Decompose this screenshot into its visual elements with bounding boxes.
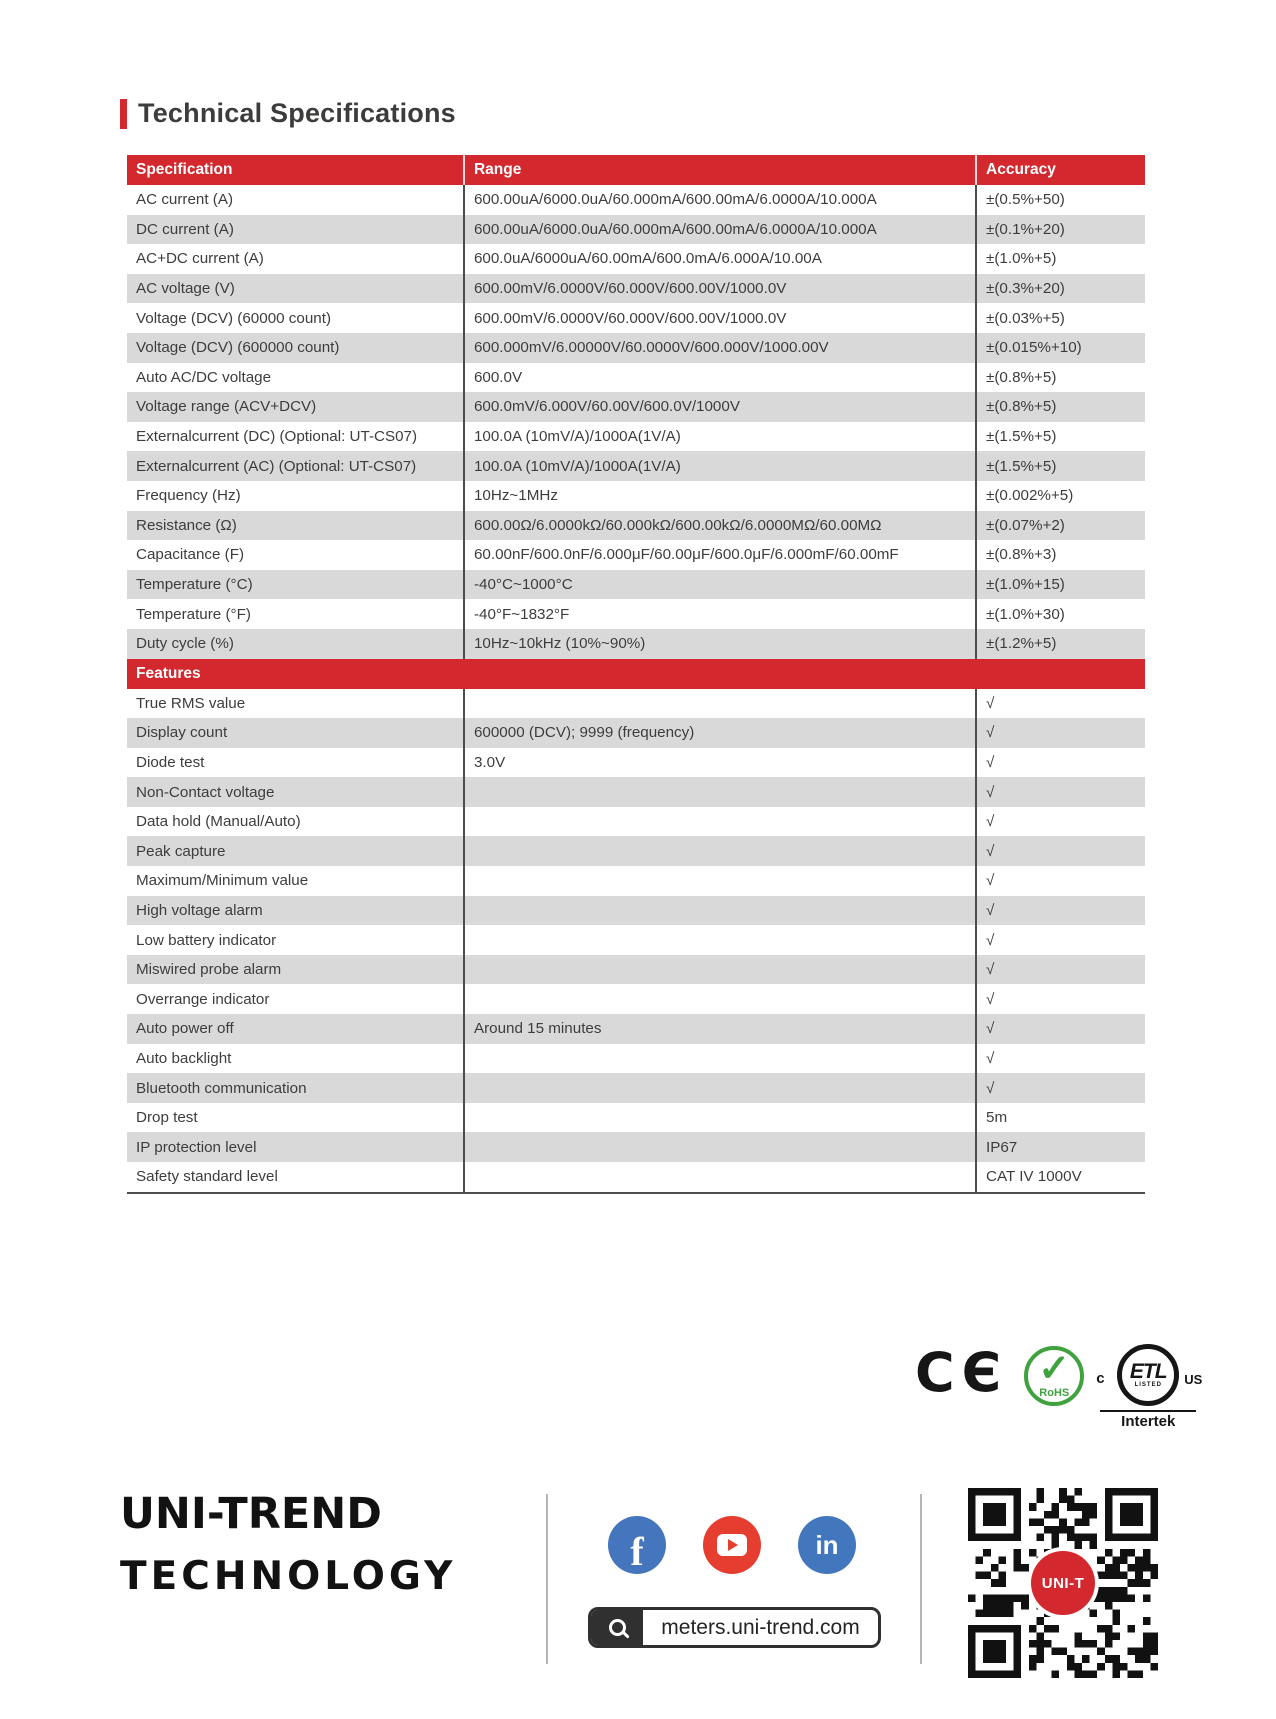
spec-range-cell: 600.00uA/6000.0uA/60.000mA/600.00mA/6.0000A/10.000A: [465, 185, 977, 215]
feature-check-cell: CAT IV 1000V: [986, 1168, 1082, 1186]
etl-c-label: c: [1096, 1370, 1105, 1387]
spec-table: [127, 155, 1145, 1194]
spec-range-cell: -40°F~1832°F: [465, 599, 977, 629]
feature-value-cell: [465, 1132, 977, 1162]
website-url: meters.uni-trend.com: [661, 1615, 860, 1639]
feature-name-cell: Diode test: [127, 748, 465, 778]
feature-value-cell: [465, 955, 977, 985]
feature-check-cell: √: [986, 724, 995, 742]
etl-us-label: US: [1184, 1372, 1203, 1387]
spec-accuracy-cell: ±(0.015%+10): [986, 339, 1082, 357]
features-section-title: Features: [136, 664, 201, 682]
feature-value-cell: [465, 777, 977, 807]
spec-name-cell: Temperature (°F): [127, 599, 465, 629]
spec-name-cell: Externalcurrent (AC) (Optional: UT-CS07): [127, 451, 465, 481]
table-row: [127, 363, 1145, 393]
table-row: [127, 422, 1145, 452]
feature-value-cell: [465, 925, 977, 955]
spec-name-cell: Voltage range (ACV+DCV): [127, 392, 465, 422]
table-row: [127, 215, 1145, 245]
feature-name-cell: Low battery indicator: [127, 925, 465, 955]
spec-accuracy-cell: ±(0.8%+5): [986, 398, 1057, 416]
feature-check-cell: √: [986, 961, 995, 979]
feature-check-cell: √: [986, 694, 995, 712]
spec-range-cell: -40°C~1000°C: [465, 570, 977, 600]
feature-value-cell: [465, 1073, 977, 1103]
spec-table-header: [127, 155, 1145, 185]
feature-name-cell: Bluetooth communication: [127, 1073, 465, 1103]
spec-accuracy-cell: ±(1.5%+5): [986, 428, 1057, 446]
spec-range-cell: 600.00mV/6.0000V/60.000V/600.00V/1000.0V: [465, 303, 977, 333]
table-row: [127, 1162, 1145, 1192]
feature-check-cell: √: [986, 783, 995, 801]
table-row: [127, 185, 1145, 215]
spec-range-cell: 600.000mV/6.00000V/60.0000V/600.000V/1000.00V: [465, 333, 977, 363]
spec-name-cell: AC current (A): [127, 185, 465, 215]
feature-name-cell: True RMS value: [127, 689, 465, 719]
qr-center-logo: UNI-T: [1031, 1551, 1095, 1615]
rohs-check-icon: ✓: [1038, 1348, 1071, 1390]
feature-check-cell: √: [986, 1020, 995, 1038]
feature-value-cell: [465, 807, 977, 837]
feature-value-cell: 600000 (DCV); 9999 (frequency): [465, 718, 977, 748]
feature-name-cell: Peak capture: [127, 836, 465, 866]
spec-name-cell: Resistance (Ω): [127, 511, 465, 541]
feature-value-cell: 3.0V: [465, 748, 977, 778]
spec-range-cell: 10Hz~1MHz: [465, 481, 977, 511]
feature-check-cell: √: [986, 901, 995, 919]
table-row: [127, 540, 1145, 570]
rohs-icon: [1024, 1346, 1084, 1406]
table-row: [127, 718, 1145, 748]
intertek-label: Intertek: [1100, 1410, 1196, 1430]
feature-name-cell: Auto power off: [127, 1014, 465, 1044]
feature-name-cell: High voltage alarm: [127, 896, 465, 926]
table-row: [127, 836, 1145, 866]
table-row: [127, 777, 1145, 807]
feature-value-cell: [465, 1162, 977, 1192]
feature-check-cell: 5m: [986, 1109, 1008, 1127]
feature-check-cell: √: [986, 1049, 995, 1067]
table-row: [127, 748, 1145, 778]
spec-accuracy-cell: ±(1.5%+5): [986, 457, 1057, 475]
table-row: [127, 1014, 1145, 1044]
spec-range-cell: 600.00mV/6.0000V/60.000V/600.00V/1000.0V: [465, 274, 977, 304]
feature-value-cell: [465, 866, 977, 896]
brand-subname: TECHNOLOGY: [120, 1554, 457, 1599]
spec-accuracy-cell: ±(0.1%+20): [986, 220, 1065, 238]
feature-name-cell: Overrange indicator: [127, 984, 465, 1014]
table-row: [127, 925, 1145, 955]
linkedin-glyph: in: [815, 1529, 839, 1560]
table-row: [127, 1132, 1145, 1162]
table-row: [127, 1073, 1145, 1103]
etl-intertek-icon: [1096, 1344, 1203, 1430]
rohs-label: RoHS: [1039, 1387, 1070, 1399]
spec-name-cell: Temperature (°C): [127, 570, 465, 600]
table-row: [127, 392, 1145, 422]
feature-check-cell: √: [986, 990, 995, 1008]
table-row: [127, 303, 1145, 333]
etl-label: ETL: [1129, 1360, 1167, 1383]
feature-name-cell: IP protection level: [127, 1132, 465, 1162]
feature-name-cell: Drop test: [127, 1103, 465, 1133]
feature-value-cell: Around 15 minutes: [465, 1014, 977, 1044]
spec-accuracy-cell: ±(0.03%+5): [986, 309, 1065, 327]
features-table-body: [127, 689, 1145, 1192]
spec-accuracy-cell: ±(1.2%+5): [986, 635, 1057, 653]
feature-value-cell: [465, 1044, 977, 1074]
spec-name-cell: DC current (A): [127, 215, 465, 245]
table-row: [127, 955, 1145, 985]
spec-accuracy-cell: ±(0.002%+5): [986, 487, 1074, 505]
feature-check-cell: IP67: [986, 1138, 1018, 1156]
spec-accuracy-cell: ±(0.8%+3): [986, 546, 1057, 564]
table-row: [127, 629, 1145, 659]
spec-accuracy-cell: ±(1.0%+30): [986, 605, 1065, 623]
spec-range-cell: 600.00Ω/6.0000kΩ/60.000kΩ/600.00kΩ/6.0000MΩ/60.00MΩ: [465, 511, 977, 541]
brand-logo: [120, 1489, 457, 1599]
spec-name-cell: Voltage (DCV) (600000 count): [127, 333, 465, 363]
feature-check-cell: √: [986, 842, 995, 860]
facebook-glyph: f: [630, 1528, 644, 1574]
table-row: [127, 451, 1145, 481]
table-row: [127, 984, 1145, 1014]
linkedin-icon[interactable]: [798, 1516, 856, 1574]
facebook-icon[interactable]: [608, 1516, 666, 1574]
feature-check-cell: √: [986, 872, 995, 890]
feature-value-cell: [465, 1103, 977, 1133]
feature-value-cell: [465, 836, 977, 866]
spec-name-cell: Voltage (DCV) (60000 count): [127, 303, 465, 333]
table-row: [127, 570, 1145, 600]
spec-accuracy-cell: ±(0.07%+2): [986, 516, 1065, 534]
feature-name-cell: Auto backlight: [127, 1044, 465, 1074]
spec-accuracy-cell: ±(0.3%+20): [986, 280, 1065, 298]
table-row: [127, 1103, 1145, 1133]
feature-name-cell: Non-Contact voltage: [127, 777, 465, 807]
social-links: [608, 1516, 856, 1574]
etl-listed-label: LISTED: [1134, 1382, 1162, 1388]
spec-accuracy-cell: ±(1.0%+5): [986, 250, 1057, 268]
search-icon-box: [591, 1610, 643, 1645]
column-header-range: Range: [465, 155, 977, 185]
footer-divider-left: [546, 1494, 548, 1664]
spec-range-cell: 600.0uA/6000uA/60.00mA/600.0mA/6.000A/10.00A: [465, 244, 977, 274]
features-section-header: [127, 659, 1145, 689]
spec-name-cell: AC voltage (V): [127, 274, 465, 304]
youtube-frame: [717, 1534, 747, 1556]
spec-accuracy-cell: ±(1.0%+15): [986, 576, 1065, 594]
feature-check-cell: √: [986, 813, 995, 831]
title-accent-bar: [120, 99, 127, 129]
feature-name-cell: Maximum/Minimum value: [127, 866, 465, 896]
spec-accuracy-cell: ±(0.8%+5): [986, 368, 1057, 386]
youtube-play-icon: [728, 1539, 738, 1551]
etl-circle: [1117, 1344, 1179, 1406]
qr-code[interactable]: [968, 1488, 1158, 1678]
feature-name-cell: Miswired probe alarm: [127, 955, 465, 985]
page-title: Technical Specifications: [138, 98, 456, 128]
table-row: [127, 1044, 1145, 1074]
website-search-bar[interactable]: [588, 1607, 881, 1648]
feature-name-cell: Data hold (Manual/Auto): [127, 807, 465, 837]
table-row: [127, 511, 1145, 541]
youtube-icon[interactable]: [703, 1516, 761, 1574]
column-header-specification: Specification: [127, 155, 465, 185]
table-row: [127, 274, 1145, 304]
feature-value-cell: [465, 984, 977, 1014]
feature-name-cell: Display count: [127, 718, 465, 748]
table-row: [127, 896, 1145, 926]
spec-range-cell: 100.0A (10mV/A)/1000A(1V/A): [465, 451, 977, 481]
table-row: [127, 689, 1145, 719]
feature-check-cell: √: [986, 931, 995, 949]
spec-range-cell: 10Hz~10kHz (10%~90%): [465, 629, 977, 659]
spec-name-cell: AC+DC current (A): [127, 244, 465, 274]
spec-range-cell: 100.0A (10mV/A)/1000A(1V/A): [465, 422, 977, 452]
table-row: [127, 807, 1145, 837]
page-title-block: [120, 98, 456, 129]
table-row: [127, 333, 1145, 363]
table-row: [127, 866, 1145, 896]
feature-name-cell: Safety standard level: [127, 1162, 465, 1192]
table-row: [127, 244, 1145, 274]
search-icon: [609, 1619, 626, 1636]
feature-value-cell: [465, 896, 977, 926]
spec-name-cell: Capacitance (F): [127, 540, 465, 570]
spec-range-cell: 600.0mV/6.000V/60.00V/600.0V/1000V: [465, 392, 977, 422]
table-row: [127, 599, 1145, 629]
column-header-accuracy: Accuracy: [986, 161, 1056, 178]
spec-table-body: [127, 185, 1145, 659]
ce-mark-icon: CЄ: [915, 1341, 1009, 1404]
spec-range-cell: 60.00nF/600.0nF/6.000μF/60.00μF/600.0μF/6.000mF/60.00mF: [465, 540, 977, 570]
spec-range-cell: 600.0V: [465, 363, 977, 393]
spec-range-cell: 600.00uA/6000.0uA/60.000mA/600.00mA/6.0000A/10.000A: [465, 215, 977, 245]
spec-accuracy-cell: ±(0.5%+50): [986, 191, 1065, 209]
spec-name-cell: Duty cycle (%): [127, 629, 465, 659]
spec-name-cell: Frequency (Hz): [127, 481, 465, 511]
feature-check-cell: √: [986, 1079, 995, 1097]
spec-name-cell: Auto AC/DC voltage: [127, 363, 465, 393]
certification-logos: [915, 1341, 1203, 1430]
feature-check-cell: √: [986, 753, 995, 771]
feature-value-cell: [465, 689, 977, 719]
footer-divider-right: [920, 1494, 922, 1664]
spec-name-cell: Externalcurrent (DC) (Optional: UT-CS07): [127, 422, 465, 452]
brand-name: UNI-TREND: [120, 1489, 382, 1539]
table-row: [127, 481, 1145, 511]
